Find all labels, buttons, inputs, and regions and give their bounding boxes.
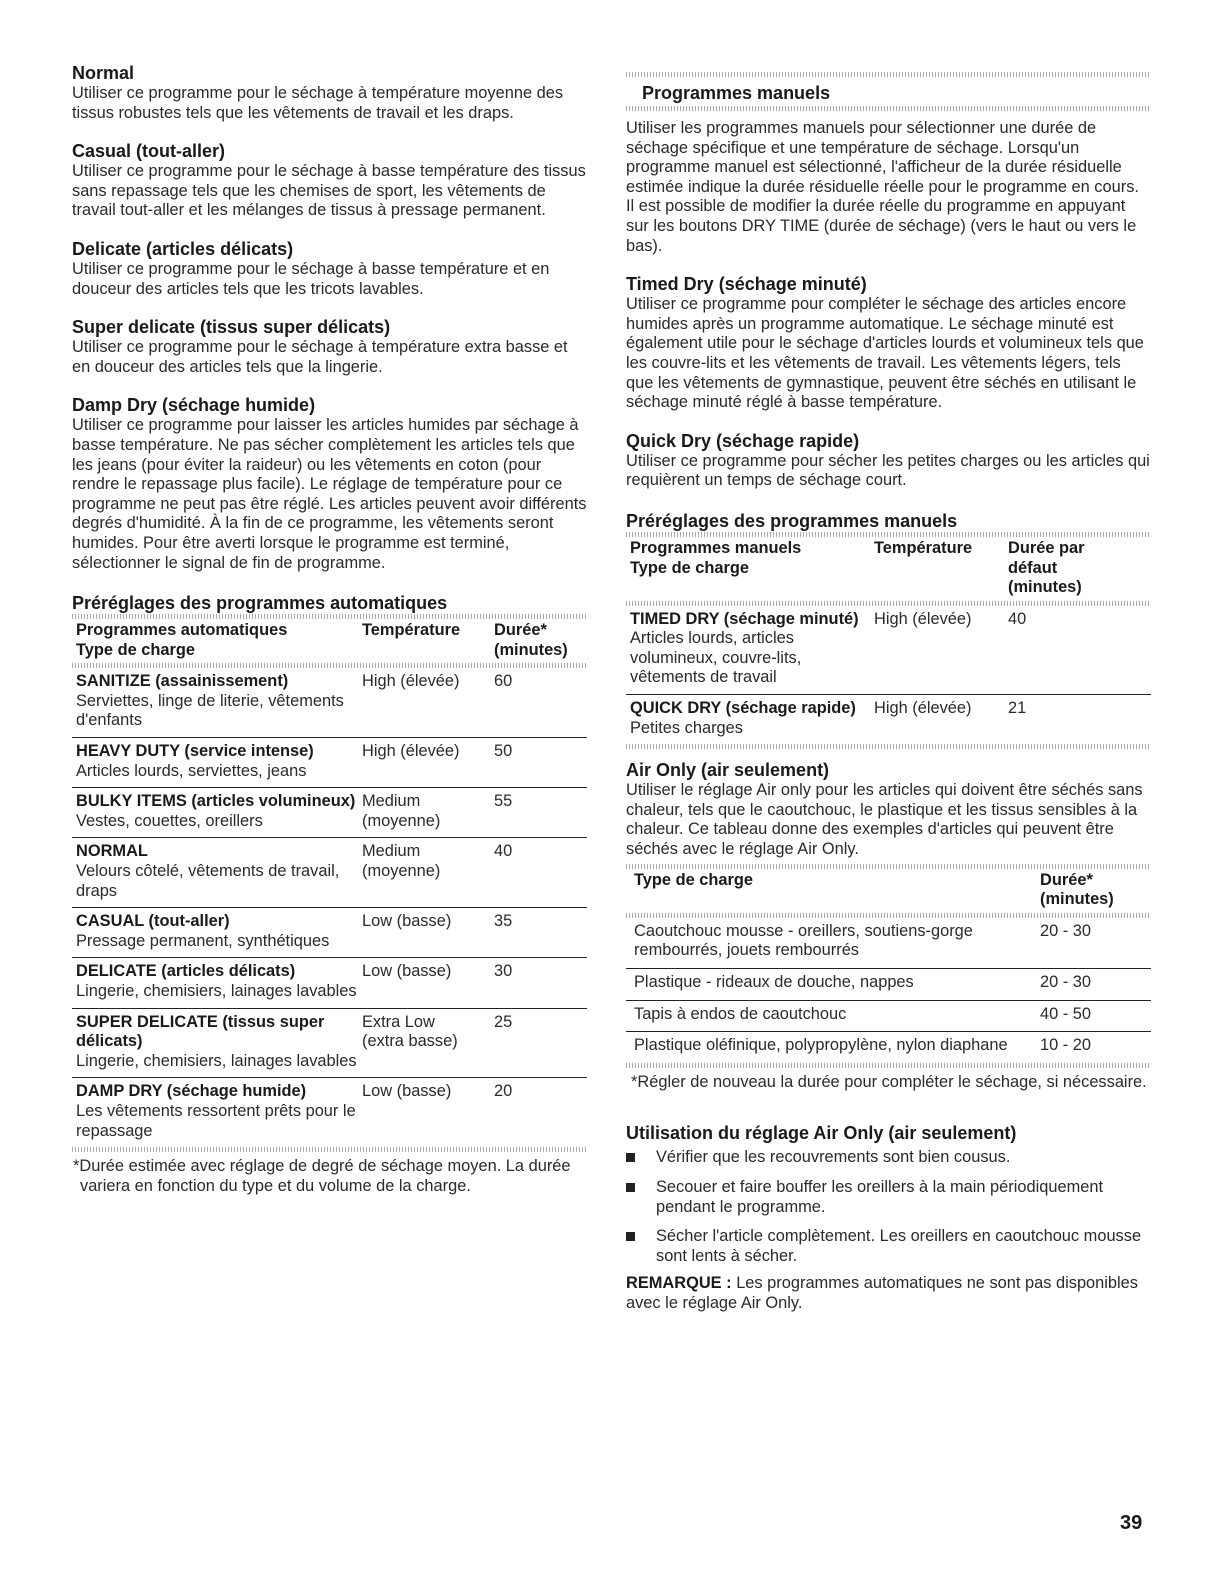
program-cell [72,842,362,901]
section-body: Utiliser ce programme pour le séchage à température extra basse et en douceur des articles tels que la lingerie. [72,338,568,376]
program-name: SUPER DELICATE (tissus super délicats) [76,1012,325,1051]
table-footnote: *Régler de nouveau la durée pour compléter le séchage, si nécessaire. [631,1072,1147,1091]
header-load-type: Type de charge [634,870,754,889]
manual-programs-title: Programmes manuels [642,83,831,103]
section-title: Normal [72,63,135,83]
table-row [626,918,1151,969]
program-cell [72,962,362,1001]
table-divider [626,913,1151,918]
left-column [72,62,587,1196]
section-title: Delicate (articles délicats) [72,238,294,259]
program-cell [72,912,362,951]
program-name: QUICK DRY (séchage rapide) [630,699,856,718]
usage-list [626,1148,1151,1266]
program-name: NORMAL [76,842,148,861]
temperature-cell: Extra Low (extra basse) [362,1012,458,1051]
table-row [72,1078,587,1147]
section-divider [626,106,1151,111]
table-row [72,1009,587,1079]
program-cell [626,699,874,738]
header-program [626,539,874,598]
load-type: Lingerie, chemisiers, lainages lavables [76,1051,357,1070]
header-duration-unit: (minutes) [494,640,568,659]
program-name: TIMED DRY (séchage minuté) [630,609,859,628]
section-body: Utiliser ce programme pour le séchage à basse température et en douceur des articles tels que les tricots lavables. [72,259,550,298]
program-name: DAMP DRY (séchage humide) [76,1082,307,1101]
square-bullet-icon [626,1153,635,1162]
header-program-label: Programmes manuels [630,538,802,557]
load-type: Lingerie, chemisiers, lainages lavables [76,982,357,1000]
section-delicate [72,238,587,299]
header-duration-label: Durée par [1008,538,1085,557]
table-row [626,606,1151,695]
program-cell [626,610,874,688]
section-body: Utiliser le réglage Air only pour les articles qui doivent être séchés sans chaleur, tels que le caoutchouc, le plastique et les tissus sensibles à la chaleur. Ce tableau donne des exemples d'articles qui peuvent être séchés avec le réglage Air Only. [626,781,1143,859]
duration-cell: 40 [494,842,513,861]
header-temperature: Température [874,538,973,557]
duration-cell: 20 [494,1082,513,1101]
duration-cell: 21 [1008,699,1027,718]
page-number: 39 [1120,1512,1143,1534]
load-type-cell: Plastique - rideaux de douche, nappes [634,973,914,991]
duration-cell: 40 - 50 [1040,1004,1092,1023]
table-title: Préréglages des programmes manuels [626,510,958,531]
load-type: Les vêtements ressortent prêts pour le repassage [76,1101,356,1140]
load-type: Articles lourds, articles volumineux, couvre-lits, vêtements de travail [630,629,802,687]
square-bullet-icon [626,1183,635,1192]
section-title: Air Only (air seulement) [626,760,830,781]
table-row [72,958,587,1008]
section-body: Utiliser ce programme pour laisser les articles humides par séchage à basse température. Ne pas sécher complètement les articles tels que les jeans (pour éviter la raideur) ou les vêtements en coton (pour rendre le repassage plus facile). Le réglage de température pour ce programme ne peut pas être réglé. Les articles peuvent avoir différents degrés d'humidité. À la fin de ce programme, les vêtements seront humides. Pour être averti lorsque le programme est terminé, sélectionner le signal de fin de programme. [72,416,587,572]
section-title: Super delicate (tissus super délicats) [72,317,391,338]
section-super-delicate [72,316,587,377]
manual-programs-body: Utiliser les programmes manuels pour sélectionner une durée de séchage spécifique et une température de séchage. Lorsqu'un programme manuel est sélectionné, l'afficheur de la durée résiduelle estimée indique la durée résiduelle réelle pour le programme en cours. Il est possible de modifier la durée réelle du programme en appuyant sur les boutons DRY TIME (durée de séchage) (vers le haut ou vers le bas). [626,119,1139,255]
table-row [72,838,587,908]
load-type: Articles lourds, serviettes, jeans [76,761,307,780]
header-duration-unit: (minutes) [1008,578,1082,597]
section-title: Quick Dry (séchage rapide) [626,430,860,451]
table-divider [72,1147,587,1152]
duration-cell: 55 [494,792,513,811]
right-column [626,72,1151,1314]
header-duration [1008,539,1085,598]
table-row [72,668,587,738]
duration-cell: 60 [494,672,513,691]
header-duration-label: Durée* [1040,870,1093,889]
load-type: Petites charges [630,718,743,737]
section-damp-dry [72,394,587,573]
table-title: Préréglages des programmes automatiques [72,593,448,614]
temperature-cell: Low (basse) [362,1082,452,1101]
header-temperature: Température [362,621,461,640]
table-divider [72,663,587,668]
header-duration-label: Durée* [494,621,547,640]
air-only-section [626,759,1151,1092]
header-program-label: Programmes automatiques [76,621,288,640]
header-duration-unit: (minutes) [1040,890,1114,909]
program-name: BULKY ITEMS (articles volumineux) [76,792,356,811]
list-item-text: Sécher l'article complètement. Les oreillers en caoutchouc mousse sont lents à sécher. [656,1227,1142,1265]
program-name: HEAVY DUTY (service intense) [76,742,314,761]
table-divider [72,614,587,619]
section-title: Casual (tout-aller) [72,141,226,162]
table-divider [626,601,1151,606]
load-type-cell: Caoutchouc mousse - oreillers, soutiens-gorge rembourrés, jouets rembourrés [634,921,973,960]
remark-note [626,1274,1151,1313]
program-name: CASUAL (tout-aller) [76,912,230,931]
load-type: Velours côtelé, vêtements de travail, draps [76,862,340,900]
manual-presets-table [626,510,1151,749]
list-item-text: Secouer et faire bouffer les oreillers à la main périodiquement pendant le programme. [656,1177,1104,1216]
list-item [626,1148,1151,1168]
table-row [72,788,587,838]
section-divider [626,72,1151,77]
section-title: Utilisation du réglage Air Only (air seulement) [626,1123,1017,1144]
table-header [72,619,587,663]
program-cell [72,1013,362,1072]
list-item-text: Vérifier que les recouvrements sont bien cousus. [656,1148,1011,1167]
load-type: Serviettes, linge de literie, vêtements d'enfants [76,691,344,730]
remark-text: Les programmes automatiques ne sont pas disponibles avec le réglage Air Only. [626,1274,1138,1312]
section-title: Damp Dry (séchage humide) [72,395,316,416]
program-cell [72,1082,362,1141]
load-type-cell: Tapis à endos de caoutchouc [634,1004,847,1023]
load-type: Pressage permanent, synthétiques [76,931,330,950]
load-type: Vestes, couettes, oreillers [76,811,263,830]
header-program [72,621,362,660]
temperature-cell: Low (basse) [362,962,452,981]
table-row [626,1001,1151,1033]
section-casual [72,140,587,221]
program-cell [72,672,362,731]
auto-presets-table [72,592,587,1196]
section-body: Utiliser ce programme pour sécher les petites charges ou les articles qui requièrent un temps de séchage court. [626,451,1150,490]
duration-cell: 10 - 20 [1040,1036,1092,1055]
table-divider [626,864,1151,869]
table-row [626,969,1151,1001]
temperature-cell: High (élevée) [362,742,460,761]
temperature-cell: High (élevée) [874,699,972,718]
duration-cell: 35 [494,912,513,931]
temperature-cell: High (élevée) [874,609,972,628]
duration-cell: 25 [494,1012,513,1031]
section-normal [72,62,587,123]
table-row [72,738,587,788]
section-timed-dry [626,273,1151,413]
table-divider [626,744,1151,749]
header-load-type-label: Type de charge [630,558,750,577]
duration-cell: 30 [494,962,513,981]
header-duration [494,621,568,660]
air-only-usage-section [626,1122,1151,1313]
load-type-cell: Plastique oléfinique, polypropylène, nylon diaphane [634,1036,1008,1055]
section-body: Utiliser ce programme pour le séchage à basse température des tissus sans repassage tels que les chemises de sport, les vêtements de travail tout-aller et les mélanges de tissus à pressage permanent. [72,162,586,220]
duration-cell: 20 - 30 [1040,973,1092,991]
temperature-cell: High (élevée) [362,672,460,691]
section-body: Utiliser ce programme pour le séchage à température moyenne des tissus robustes tels que les vêtements de travail et les draps. [72,84,564,122]
table-row [72,908,587,958]
list-item [626,1227,1151,1266]
program-name: DELICATE (articles délicats) [76,962,296,981]
header-load-type-label: Type de charge [76,640,196,659]
program-cell [72,792,362,831]
section-title: Timed Dry (séchage minuté) [626,274,867,295]
manual-table-body [626,606,1151,745]
table-divider [626,1063,1151,1068]
square-bullet-icon [626,1232,635,1241]
remark-label: REMARQUE : [626,1274,732,1293]
temperature-cell: Medium (moyenne) [362,792,441,830]
duration-cell: 40 [1008,609,1027,628]
header-duration-label-2: défaut [1008,558,1058,577]
auto-table-body [72,668,587,1147]
list-item [626,1178,1151,1217]
duration-cell: 50 [494,742,513,761]
table-header [626,869,1151,913]
temperature-cell: Low (basse) [362,912,452,931]
table-row [626,695,1151,744]
air-only-table-body [626,918,1151,1063]
table-row [626,1032,1151,1063]
temperature-cell: Medium (moyenne) [362,842,441,881]
table-divider [626,532,1151,537]
program-name: SANITIZE (assainissement) [76,672,289,691]
section-quick-dry [626,430,1151,491]
program-cell [72,742,362,781]
header-duration [1040,871,1114,910]
table-header [626,537,1151,601]
section-body: Utiliser ce programme pour compléter le séchage des articles encore humides après un programme automatique. Le séchage minuté est également utile pour le séchage d'articles lourds et volumineux tels que les couvre-lits et les vêtements de travail. Les vêtements légers, tels que les vêtements de gymnastique, peuvent être séchés en utilisant le séchage minuté réglé à basse température. [626,295,1144,412]
duration-cell: 20 - 30 [1040,921,1092,940]
table-footnote: *Durée estimée avec réglage de degré de séchage moyen. La durée variera en fonction du type et du volume de la charge. [73,1157,571,1195]
